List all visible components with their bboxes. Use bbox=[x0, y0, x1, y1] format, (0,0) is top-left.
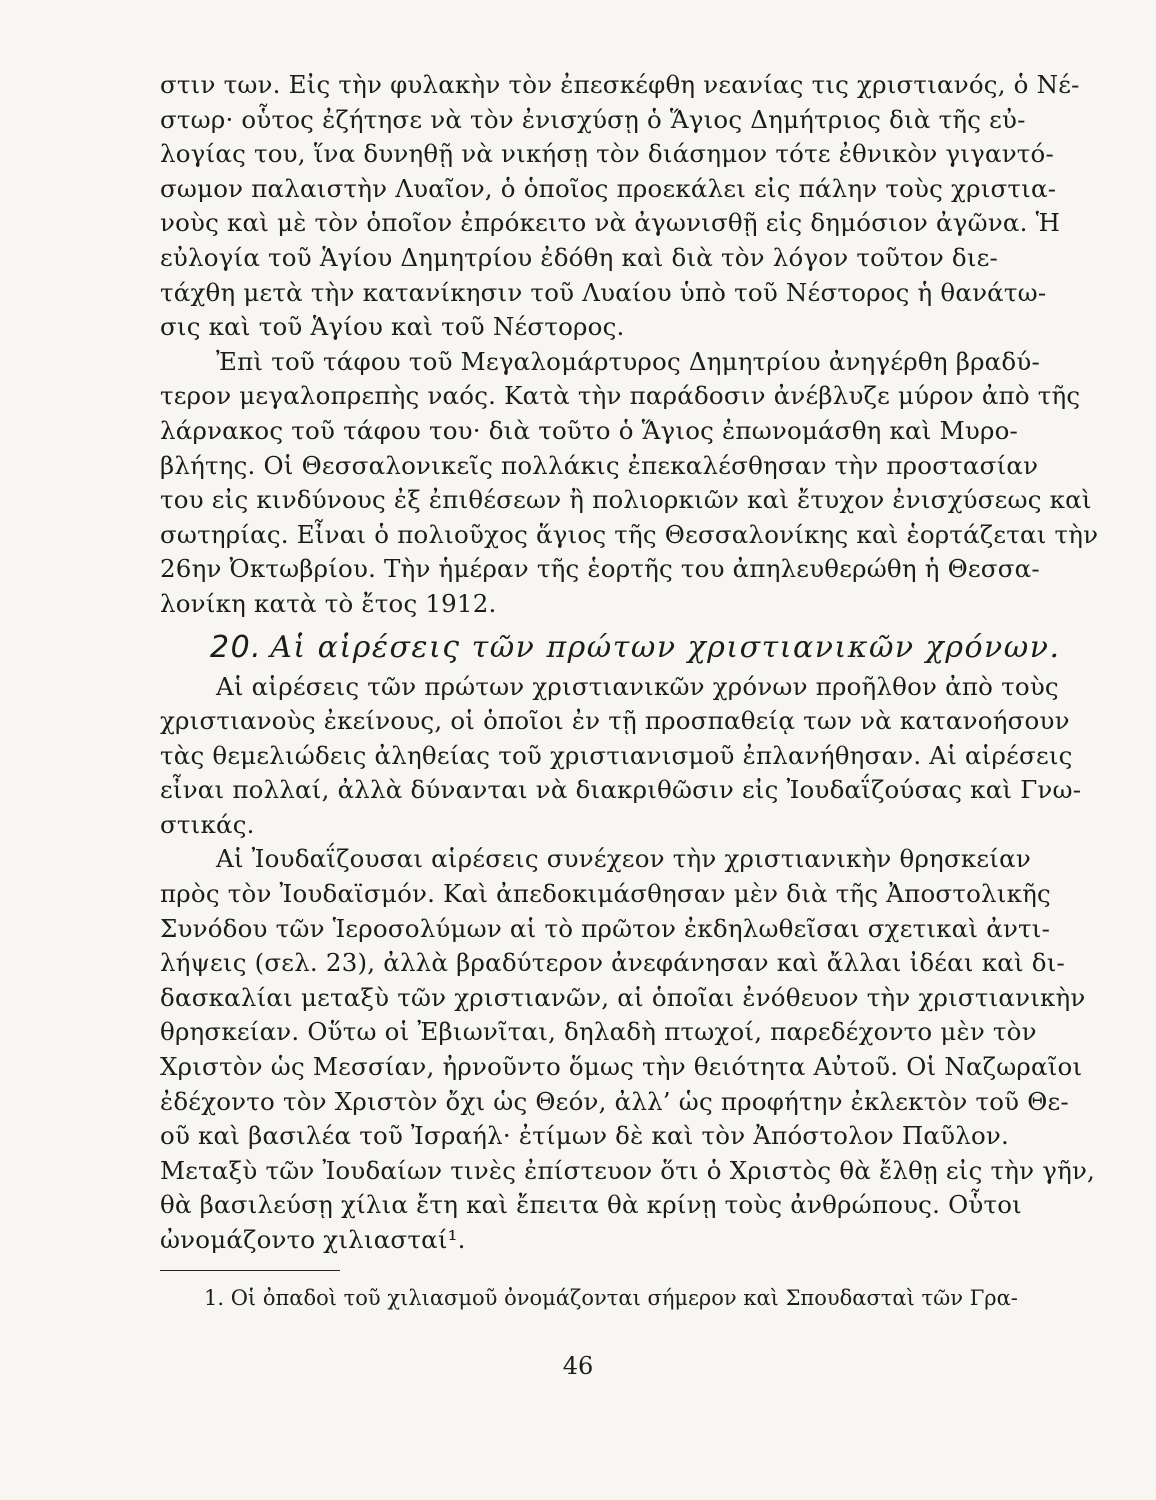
paragraph-nestor bbox=[160, 68, 1080, 345]
footnote: 1. Οἱ ὀπαδοὶ τοῦ χιλιασμοῦ ὀνομάζονται σήμερον καὶ Σπουδασταὶ τῶν Γρα- bbox=[204, 1285, 1018, 1310]
paragraph-church bbox=[160, 345, 1099, 622]
text-line: σις καὶ τοῦ Ἁγίου καὶ τοῦ Νέστορος. bbox=[160, 312, 625, 342]
text-line: λάρνακος τοῦ τάφου του· διὰ τοῦτο ὁ Ἅγιος ἐπωνομάσθη καὶ Μυρο- bbox=[160, 415, 1018, 445]
section-title: Αἱ αἱρέσεις τῶν πρώτων χριστιανικῶν χρόνων. bbox=[270, 629, 1061, 665]
text-line: στικάς. bbox=[160, 809, 255, 839]
paragraph-heresies-intro bbox=[160, 670, 1082, 843]
footnote-divider bbox=[160, 1270, 340, 1271]
text-line: Χριστὸν ὡς Μεσσίαν, ἠρνοῦντο ὅμως τὴν θειότητα Αὐτοῦ. Οἱ Ναζωραῖοι bbox=[160, 1052, 1083, 1082]
text-line: σωτηρίας. Εἶναι ὁ πολιοῦχος ἅγιος τῆς Θεσσαλονίκης καὶ ἑορτάζεται τὴν bbox=[160, 519, 1099, 549]
text-line: πρὸς τὸν Ἰουδαϊσμόν. Καὶ ἀπεδοκιμάσθησαν μὲν διὰ τῆς Ἀποστολικῆς bbox=[160, 879, 1051, 909]
text-line: στιν των. Εἰς τὴν φυλακὴν τὸν ἐπεσκέφθη νεανίας τις χριστιανός, ὁ Νέ- bbox=[160, 70, 1080, 99]
text-line: Συνόδου τῶν Ἱεροσολύμων αἱ τὸ πρῶτον ἐκδηλωθεῖσαι σχετικαὶ ἀντι- bbox=[160, 913, 1051, 943]
text-line: βλήτης. Οἱ Θεσσαλονικεῖς πολλάκις ἐπεκαλέσθησαν τὴν προστασίαν bbox=[160, 450, 1039, 480]
text-line: ἐδέχοντο τὸν Χριστὸν ὄχι ὡς Θεόν, ἀλλ’ ὡς προφήτην ἐκλεκτὸν τοῦ Θε- bbox=[160, 1086, 1069, 1116]
text-line: ὠνομάζοντο χιλιασταί¹. bbox=[160, 1225, 466, 1254]
text-line: λήψεις (σελ. 23), ἀλλὰ βραδύτερον ἀνεφάνησαν καὶ ἄλλαι ἰδέαι καὶ δι- bbox=[160, 948, 1066, 978]
text-line: Μεταξὺ τῶν Ἰουδαίων τινὲς ἐπίστευον ὅτι ὁ Χριστὸς θὰ ἔλθῃ εἰς τὴν γῆν, bbox=[160, 1155, 1096, 1185]
text-line: Αἱ Ἰουδαΐζουσαι αἱρέσεις συνέχεον τὴν χριστιανικὴν θρησκείαν bbox=[216, 844, 1031, 874]
page-body bbox=[160, 68, 1099, 1313]
text-line: οῦ καὶ βασιλέα τοῦ Ἰσραήλ· ἐτίμων δὲ καὶ τὸν Ἀπόστολον Παῦλον. bbox=[160, 1121, 1009, 1151]
text-line: θὰ βασιλεύσῃ χίλια ἔτη καὶ ἔπειτα θὰ κρίνῃ τοὺς ἀνθρώπους. Οὗτοι bbox=[160, 1190, 1022, 1220]
text-line: εὐλογία τοῦ Ἁγίου Δημητρίου ἐδόθη καὶ διὰ τὸν λόγον τοῦτον διε- bbox=[160, 242, 999, 272]
text-line: Ἐπὶ τοῦ τάφου τοῦ Μεγαλομάρτυρος Δημητρίου ἀνηγέρθη βραδύ- bbox=[216, 346, 1040, 376]
section-number: 20. bbox=[210, 629, 263, 665]
text-line: Αἱ αἱρέσεις τῶν πρώτων χριστιανικῶν χρόνων προῆλθον ἀπὸ τοὺς bbox=[216, 671, 1059, 701]
section-heading bbox=[160, 628, 1061, 668]
text-line: χριστιανοὺς ἐκείνους, οἱ ὁποῖοι ἐν τῇ προσπαθείᾳ των νὰ κατανοήσουν bbox=[160, 706, 1070, 736]
text-line: 26ην Ὀκτωβρίου. Τὴν ἡμέραν τῆς ἑορτῆς του ἀπηλευθερώθη ἡ Θεσσα- bbox=[160, 554, 1040, 584]
text-line: εἶναι πολλαί, ἀλλὰ δύνανται νὰ διακριθῶσιν εἰς Ἰουδαΐζούσας καὶ Γνω- bbox=[160, 775, 1082, 805]
text-line: τὰς θεμελιώδεις ἀληθείας τοῦ χριστιανισμοῦ ἐπλανήθησαν. Αἱ αἱρέσεις bbox=[160, 740, 1073, 770]
text-line: δασκαλίαι μεταξὺ τῶν χριστιανῶν, αἱ ὁποῖαι ἐνόθευον τὴν χριστιανικὴν bbox=[160, 982, 1086, 1012]
text-line: τάχθη μετὰ τὴν κατανίκησιν τοῦ Λυαίου ὑπὸ τοῦ Νέστορος ἡ θανάτω- bbox=[160, 277, 1047, 307]
text-line: στωρ· οὗτος ἐζήτησε νὰ τὸν ἐνισχύσῃ ὁ Ἅγιος Δημήτριος διὰ τῆς εὐ- bbox=[160, 104, 1026, 134]
text-line: του εἰς κινδύνους ἐξ ἐπιθέσεων ἢ πολιορκιῶν καὶ ἔτυχον ἐνισχύσεως καὶ bbox=[160, 485, 1092, 515]
text-line: θρησκείαν. Οὕτω οἱ Ἐβιωνῖται, δηλαδὴ πτωχοί, παρεδέχοντο μὲν τὸν bbox=[160, 1017, 1037, 1047]
text-line: νοὺς καὶ μὲ τὸν ὁποῖον ἐπρόκειτο νὰ ἀγωνισθῇ εἰς δημόσιον ἀγῶνα. Ἡ bbox=[160, 208, 1061, 238]
text-line: σωμον παλαιστὴν Λυαῖον, ὁ ὁποῖος προεκάλει εἰς πάλην τοὺς χριστια- bbox=[160, 173, 1057, 203]
text-line: λονίκη κατὰ τὸ ἔτος 1912. bbox=[160, 588, 497, 618]
text-line: τερον μεγαλοπρεπὴς ναός. Κατὰ τὴν παράδοσιν ἀνέβλυζε μύρον ἀπὸ τῆς bbox=[160, 381, 1081, 411]
page-number: 46 bbox=[562, 1352, 594, 1380]
paragraph-judaizers bbox=[160, 842, 1096, 1257]
text-line: λογίας του, ἵνα δυνηθῇ νὰ νικήσῃ τὸν διάσημον τότε ἐθνικὸν γιγαντό- bbox=[160, 139, 1054, 169]
